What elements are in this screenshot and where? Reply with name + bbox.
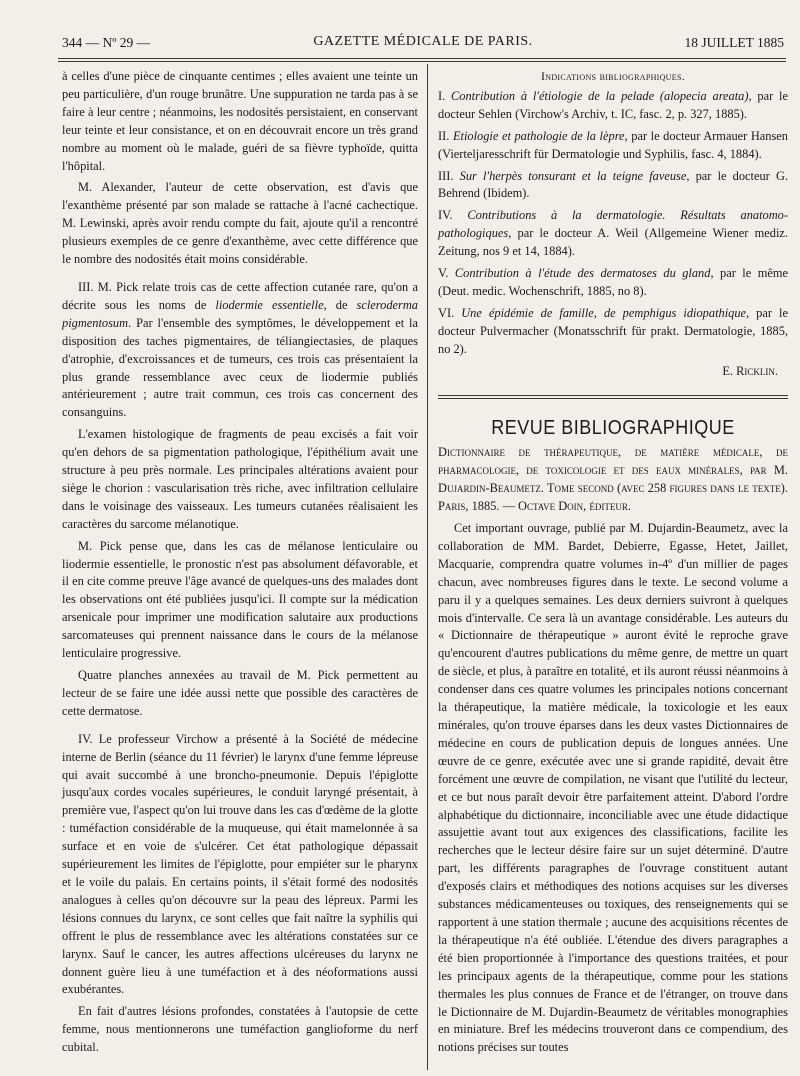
header-rule-double <box>58 61 786 62</box>
text-run: III. M. Pick relate trois cas de cette affection cutanée rare, qu'on a décrite sous les noms de <box>62 279 418 312</box>
item-citation: , par le docteur G. Behrend (Ibidem). <box>438 168 788 201</box>
item-title: Contribution à l'étude des dermatoses du gland <box>454 266 711 281</box>
issue-date: 18 JUILLET 1885 <box>684 35 784 50</box>
term-scleroderma: scleroderma pigmentosum <box>62 297 418 330</box>
term-liodermie: liodermie essentielle <box>215 297 324 312</box>
paragraph-section-iv: IV. Le professeur Virchow a présenté à la Société de médecine interne de Berlin (séance du 11 février) le larynx d'une femme lépreuse qui avait succombé à une broncho-pneumonie. Depuis l'épiglotte jusqu'aux cordes vocales supérieures, le conduit laryngé présentait, à première vue, l'aspect qu'on lui trouve dans les cas d'œdème de la glotte : tuméfaction considérable de la muqueuse, qui était mamelonnée à sa surface et en voie de s'ulcérer. Cet état pathologique dépassait supérieurement les limites de l'épiglotte, pour empiéter sur le pharynx et le voile du palais. En certains points, il s'était formé des nodosités analogues à celles qu'on découvre sur la peau des lépreux. Parmi les lésions connues du larynx, ce sont celles que fait naître la syphilis qui offrent le plus de ressemblance avec les altérations constatées sur ce larynx. Sauf le cancer, les autres affections ulcéreuses du larynx ne donnent guère lieu à une tuméfaction et à des néoformations aussi exubérantes. <box>62 731 418 997</box>
page-number: 344 — Nº 29 — <box>62 35 151 50</box>
header-rule <box>58 58 786 59</box>
paragraph: En fait d'autres lésions profondes, constatées à l'autopsie de cette femme, nous mentionnerons une tuméfaction ganglioforme du nerf cubital. <box>62 1004 418 1055</box>
item-number: II. <box>438 128 453 143</box>
section-rule-double <box>438 398 788 399</box>
text-run: , de <box>323 297 357 312</box>
review-paragraph: Cet important ouvrage, publié par M. Dujardin-Beaumetz, avec la collaboration de MM. Bardet, Debierre, Egasse, Hetet, Jaillet, Macquarie, comprendra quatre volumes in-4º d'un millier de pages chacun, avec nombreuses figures dans le texte. Le second volume a paru il y a quelques semaines. Les deux derniers suivront à quelques mois d'intervalle. Ce sera là un avantage considérable. Les auteurs du « Dictionnaire de thérapeutique » auront évité le reproche grave qu'encourent d'autres publications du même genre, de mettre un quart de siècle, et plus, à paraître en totalité, et ils auront réussi néanmoins à condenser dans ces quatre volumes les principales notions concernant la thérapeutique, la matière médicale, la toxicologie et les eaux minérales, qu'on trouve éparses dans les deux vastes Dictionnaires de médecine en cours de publication depuis de longues années. Une œuvre de ce genre, exécutée avec une si grande rapidité, devait être forcément une œuvre de compilation, ne visant que l'utilité du lecteur, et ce but nous paraît devoir être parfaitement atteint. D'abord l'ordre alphabétique du dictionnaire, inconciliable avec une étude didactique assujettie avant tout aux exigences des classifications, facilite les recherches que le lecteur désire faire sur un sujet déterminé. D'autre part, les différents paragraphes de l'ouvrage constituent autant d'exposés clairs et méthodiques des notions acquises sur les diverses substances médicamenteuses ou toxiques, des renseignements qui se rapportent à une station thermale ; aucune des acquisitions récentes de la thérapeutique n'a été oubliée. L'étendue des divers paragraphes a été bien proportionnée à l'importance des questions traitées, et pour les principaux agents de la thérapeutique, comme pour les stations thermales les plus connues de France et de l'étranger, on trouve dans le Dictionnaire de M. Dujardin-Beaumetz de véritables monographies en miniature. Bref les médecins trouveront dans ce compendium, des notions précises sur toutes <box>438 521 788 1055</box>
paragraph: L'examen histologique de fragments de peau excisés a fait voir qu'en dehors de sa pigmentation pathologique, l'épithélium avait une structure à peu près normale. Les principales altérations avaient pour siège le chorion : vascularisation très riche, avec infiltration cellulaire dans le voisinage des vaisseaux. Les tumeurs cutanées réalisaient les caractères du sarcome mélanotique. <box>62 427 418 531</box>
item-number: III. <box>438 168 460 183</box>
section-rule <box>438 395 788 396</box>
item-number: I. <box>438 88 452 103</box>
bibliography-item <box>438 305 788 359</box>
bibliography-item <box>438 88 788 124</box>
item-citation: , par le même (Deut. medic. Wochenschrift, 1885, no 8). <box>438 266 788 298</box>
paragraph: M. Pick pense que, dans les cas de mélanose lenticulaire ou liodermie essentielle, le pronostic n'est pas absolument défavorable, et il en cite comme preuve l'âge avancé de quelques-uns des malades dont les observations ont été publiées jusqu'ici. Il compte sur la médication arsenicale pour imprimer une modification salutaire aux productions sarcomateuses qui prennent naissance dans le cours de la mélanose lenticulaire progressive. <box>62 538 418 661</box>
bibliography-item <box>438 207 788 261</box>
column-divider <box>427 64 428 1070</box>
book-reference: Dictionnaire de thérapeutique, de matière médicale, de pharmacologie, de toxicologie et des eaux minérales, par M. Dujardin-Beaumetz. Tome second (avec 258 figures dans le texte). Paris, 1885. — Octave Doin, éditeur. <box>438 445 788 514</box>
journal-title: GAZETTE MÉDICALE DE PARIS. <box>313 34 533 49</box>
item-title: Contribution à l'étiologie de la pelade (alopecia areata) <box>451 88 749 103</box>
paragraph: Quatre planches annexées au travail de M. Pick permettent au lecteur de se faire une idée aussi nette que possible des caractères de cette dermatose. <box>62 668 418 718</box>
author-signature: E. Ricklin. <box>722 363 778 378</box>
item-number: V. <box>438 266 455 281</box>
paragraph-section-iii <box>62 279 418 422</box>
left-column <box>62 68 418 1061</box>
paragraph: à celles d'une pièce de cinquante centimes ; elles avaient une teinte un peu particulière, d'un rouge brunâtre. Une suppuration ne tarda pas à se faire à leur centre ; néanmoins, les nodosités persistaient, en conservant leur teinte et leur consistance, et on en découvrait encore un très grand nombre au moment où le malade, guéri de sa fièvre typhoïde, quitta l'hôpital. <box>62 69 418 173</box>
page-header <box>62 32 784 54</box>
item-number: VI. <box>438 305 462 320</box>
item-citation: , par le docteur Pulvermacher (Monatsschrift für prakt. Dermatologie, 1885, no 2). <box>438 305 788 356</box>
bibliography-item <box>438 168 788 204</box>
section-title: REVUE BIBLIOGRAPHIQUE <box>491 414 735 438</box>
bibliography-item <box>438 265 788 301</box>
bibliography-item <box>438 128 788 164</box>
item-citation: , par le docteur Armauer Hansen (Vierteljaresschrift für Dermatologie und Syphilis, fasc. 4, 1884). <box>438 128 789 161</box>
item-title: Etiologie et pathologie de la lèpre <box>452 128 625 143</box>
text-run: . Par l'ensemble des symptômes, le développement et la disposition des taches pigmentaires, de téliangiectasies, de plaques d'atrophie, d'excroissances et de tumeurs, ces trois cas présentaient la plus grande ressemblance avec ceux de liodermie publiés antérieurement ; autre trait commun, ces trois cas concernent des consanguins. <box>62 315 418 420</box>
item-citation: , par le docteur Sehlen (Virchow's Archiv, t. IC, fasc. 2, p. 327, 1885). <box>438 88 788 121</box>
item-title: Une épidémie de famille, de pemphigus idiopathique <box>461 305 747 320</box>
paragraph: M. Alexander, l'auteur de cette observation, est d'avis que l'exanthème présenté par son malade se rattache à l'acné cachectique. M. Lewinski, après avoir rendu compte du fait, ajoute qu'il a rencontré plusieurs exemples de ce genre d'exanthème, avec cette différence que le nombre des nodosités était moins considérable. <box>62 180 418 267</box>
item-citation: , par le docteur A. Weil (Allgemeine Wiener mediz. Zeitung, nos 9 et 14, 1884). <box>438 226 788 259</box>
right-column <box>438 68 788 1061</box>
item-number: IV. <box>438 208 468 223</box>
bibliography-heading: Indications bibliographiques. <box>540 69 686 83</box>
item-title: Contributions à la dermatologie. Résultats anatomo-pathologiques <box>438 208 788 241</box>
item-title: Sur l'herpès tonsurant et la teigne faveuse <box>459 168 687 183</box>
